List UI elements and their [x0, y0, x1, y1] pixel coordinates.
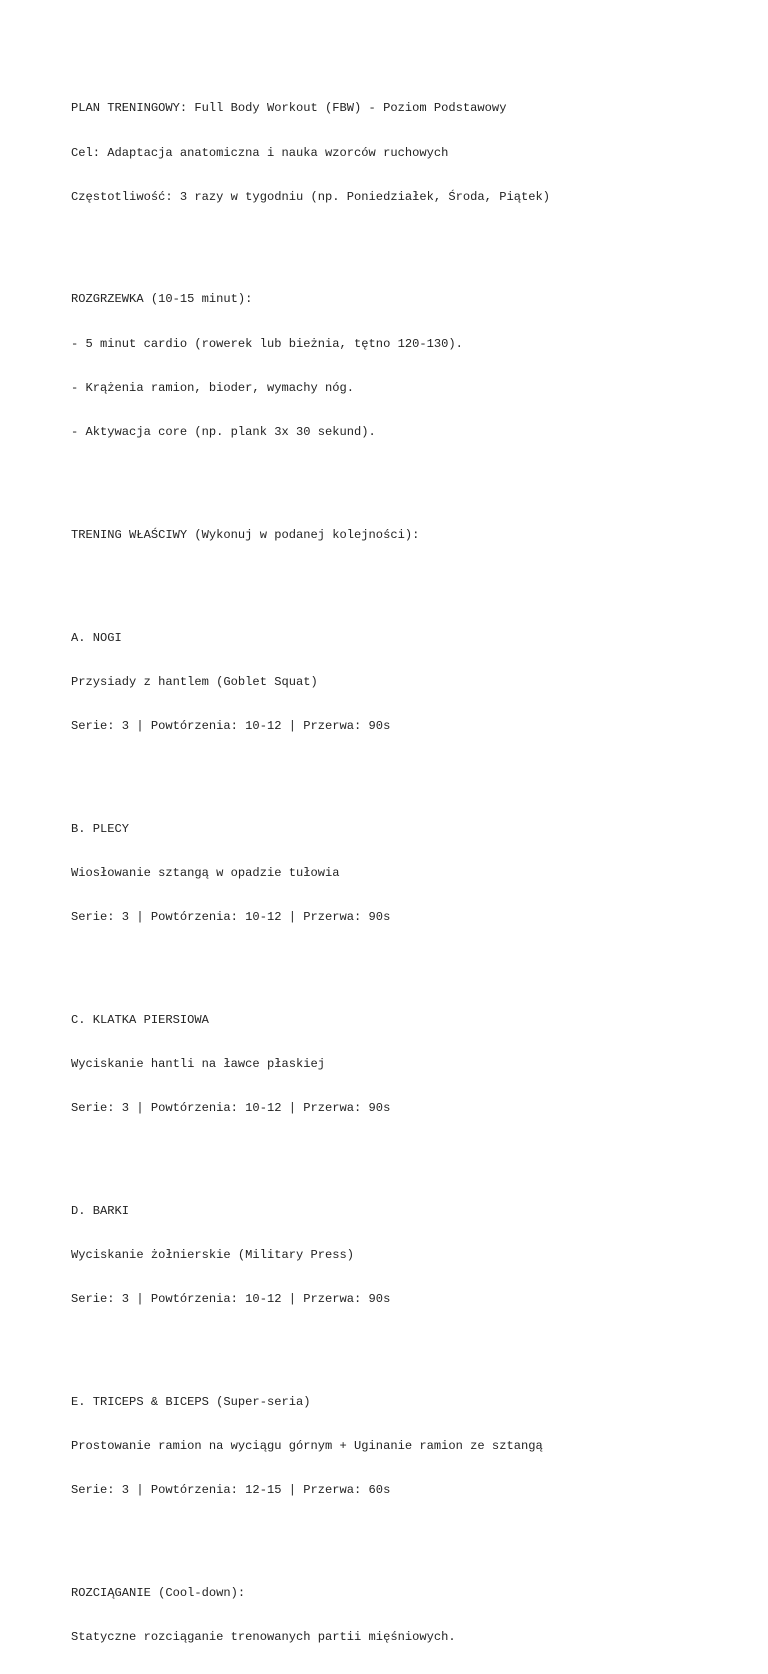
main-training-heading: TRENING WŁAŚCIWY (Wykonuj w podanej kolejności):	[71, 527, 420, 542]
cooldown-text: Statyczne rozciąganie trenowanych partii mięśniowych.	[71, 1630, 456, 1645]
warmup-item: - Krążenia ramion, bioder, wymachy nóg.	[71, 380, 355, 395]
exercise-params: Serie: 3 | Powtórzenia: 10-12 | Przerwa: 90s	[71, 1291, 391, 1306]
exercise-section-heading: E. TRICEPS & BICEPS (Super-seria)	[71, 1394, 311, 1409]
exercise-section-heading: C. KLATKA PIERSIOWA	[71, 1012, 209, 1027]
exercise-name: Wyciskanie hantli na ławce płaskiej	[71, 1056, 326, 1071]
exercise-section-heading: D. BARKI	[71, 1203, 130, 1218]
plan-frequency: Częstotliwość: 3 razy w tygodniu (np. Poniedziałek, Środa, Piątek)	[71, 189, 550, 204]
spacer	[71, 954, 550, 969]
exercise-section-heading: B. PLECY	[71, 821, 130, 836]
exercise-params: Serie: 3 | Powtórzenia: 12-15 | Przerwa: 60s	[71, 1483, 391, 1498]
exercise-name: Przysiady z hantlem (Goblet Squat)	[71, 674, 318, 689]
exercise-params: Serie: 3 | Powtórzenia: 10-12 | Przerwa: 90s	[71, 909, 391, 924]
plan-title: PLAN TRENINGOWY: Full Body Workout (FBW) - Poziom Podstawowy	[71, 101, 507, 116]
spacer	[71, 763, 550, 778]
spacer	[71, 572, 550, 587]
spacer	[71, 1336, 550, 1351]
warmup-heading: ROZGRZEWKA (10-15 minut):	[71, 292, 253, 307]
plan-goal: Cel: Adaptacja anatomiczna i nauka wzorców ruchowych	[71, 145, 449, 160]
exercise-params: Serie: 3 | Powtórzenia: 10-12 | Przerwa: 90s	[71, 718, 391, 733]
exercise-name: Prostowanie ramion na wyciągu górnym + Uginanie ramion ze sztangą	[71, 1438, 543, 1453]
spacer	[71, 469, 550, 484]
document-text	[71, 72, 550, 1674]
warmup-item: - 5 minut cardio (rowerek lub bieżnia, tętno 120-130).	[71, 336, 463, 351]
exercise-name: Wyciskanie żołnierskie (Military Press)	[71, 1247, 355, 1262]
exercise-params: Serie: 3 | Powtórzenia: 10-12 | Przerwa: 90s	[71, 1100, 391, 1115]
warmup-item: - Aktywacja core (np. plank 3x 30 sekund).	[71, 424, 376, 439]
spacer	[71, 1145, 550, 1160]
spacer	[71, 234, 550, 249]
exercise-name: Wiosłowanie sztangą w opadzie tułowia	[71, 865, 340, 880]
spacer	[71, 1527, 550, 1542]
exercise-section-heading: A. NOGI	[71, 630, 122, 645]
cooldown-heading: ROZCIĄGANIE (Cool-down):	[71, 1585, 246, 1600]
